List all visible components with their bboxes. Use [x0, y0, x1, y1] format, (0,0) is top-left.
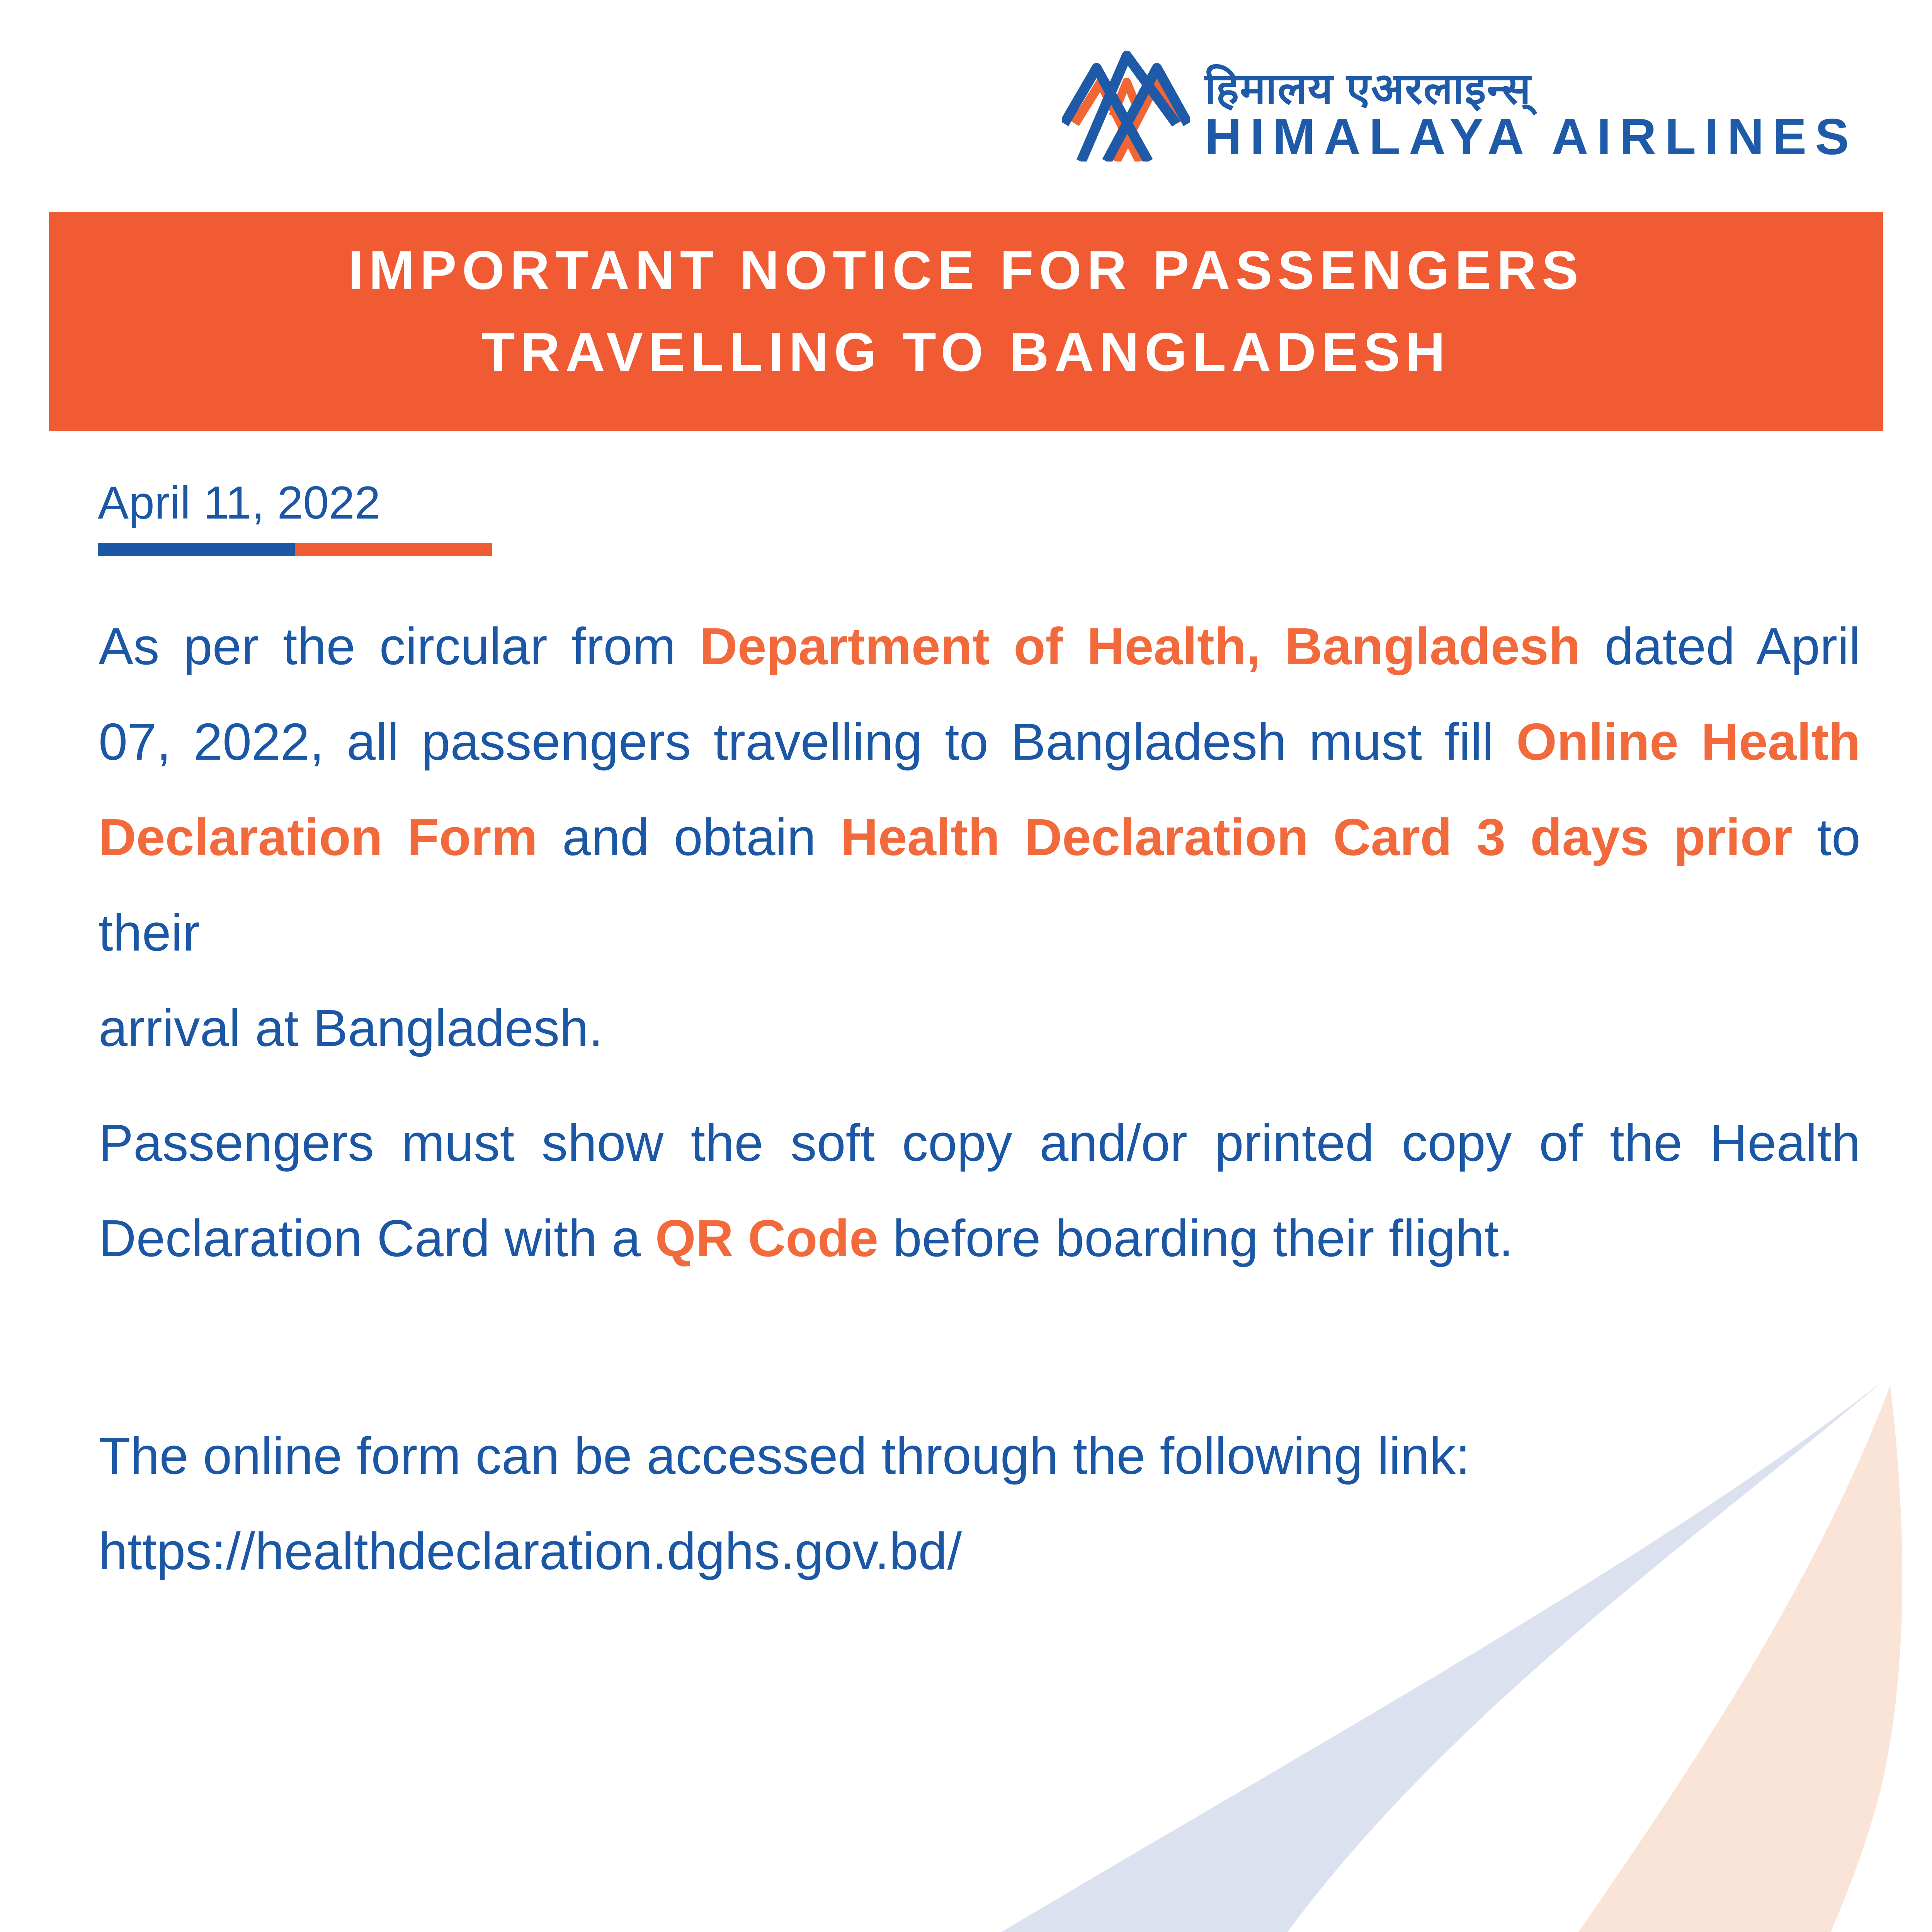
text: to their: [99, 808, 1861, 962]
divider-orange-segment: [295, 543, 492, 556]
accent-text: Declaration Form: [99, 808, 538, 866]
text: arrival at Bangladesh.: [99, 999, 603, 1057]
date-divider: [98, 543, 492, 556]
logo-airline-name: HIMALAYA AIRLINES: [1205, 108, 1858, 165]
paragraph: [99, 599, 1861, 1076]
text: https://healthdeclaration.dghs.gov.bd/: [99, 1522, 962, 1580]
text: dated April: [1580, 617, 1861, 675]
accent-text: QR Code: [655, 1209, 879, 1267]
banner-title-line1: IMPORTANT NOTICE FOR PASSENGERS: [348, 240, 1584, 301]
paragraph: [99, 1095, 1861, 1286]
body-line: [99, 789, 1861, 980]
notice-banner: [49, 212, 1883, 431]
health-declaration-url: [99, 1503, 1861, 1599]
text: 07, 2022, all passengers travelling to Bangladesh must fill: [99, 713, 1517, 771]
body-line: [99, 1408, 1861, 1503]
text: Declaration Card with a: [99, 1209, 655, 1267]
paragraph: [99, 1408, 1861, 1599]
body-line: [99, 1190, 1861, 1286]
body-line: [99, 1095, 1861, 1190]
text: and obtain: [537, 808, 841, 866]
accent-text: Health Declaration Card 3 days prior: [840, 808, 1793, 866]
body-line: [99, 599, 1861, 694]
notice-date: April 11, 2022: [98, 477, 381, 529]
banner-title-line2: TRAVELLING TO BANGLADESH: [481, 321, 1451, 383]
text: Passengers must show the soft copy and/or printed copy of the Health: [99, 1114, 1861, 1172]
divider-blue-segment: [98, 543, 295, 556]
accent-text: Department of Health, Bangladesh: [700, 617, 1581, 675]
accent-text: Online Health: [1516, 713, 1861, 771]
body-line: [99, 694, 1861, 789]
text: before boarding their flight.: [878, 1209, 1514, 1267]
text: As per the circular from: [99, 617, 700, 675]
text: The online form can be accessed through the following link:: [99, 1427, 1470, 1485]
logo-devanagari-text: हिमालय एअरलाइन्स्: [1205, 65, 1532, 113]
himalaya-mountains-icon: [1062, 49, 1190, 162]
body-line: [99, 980, 1861, 1076]
